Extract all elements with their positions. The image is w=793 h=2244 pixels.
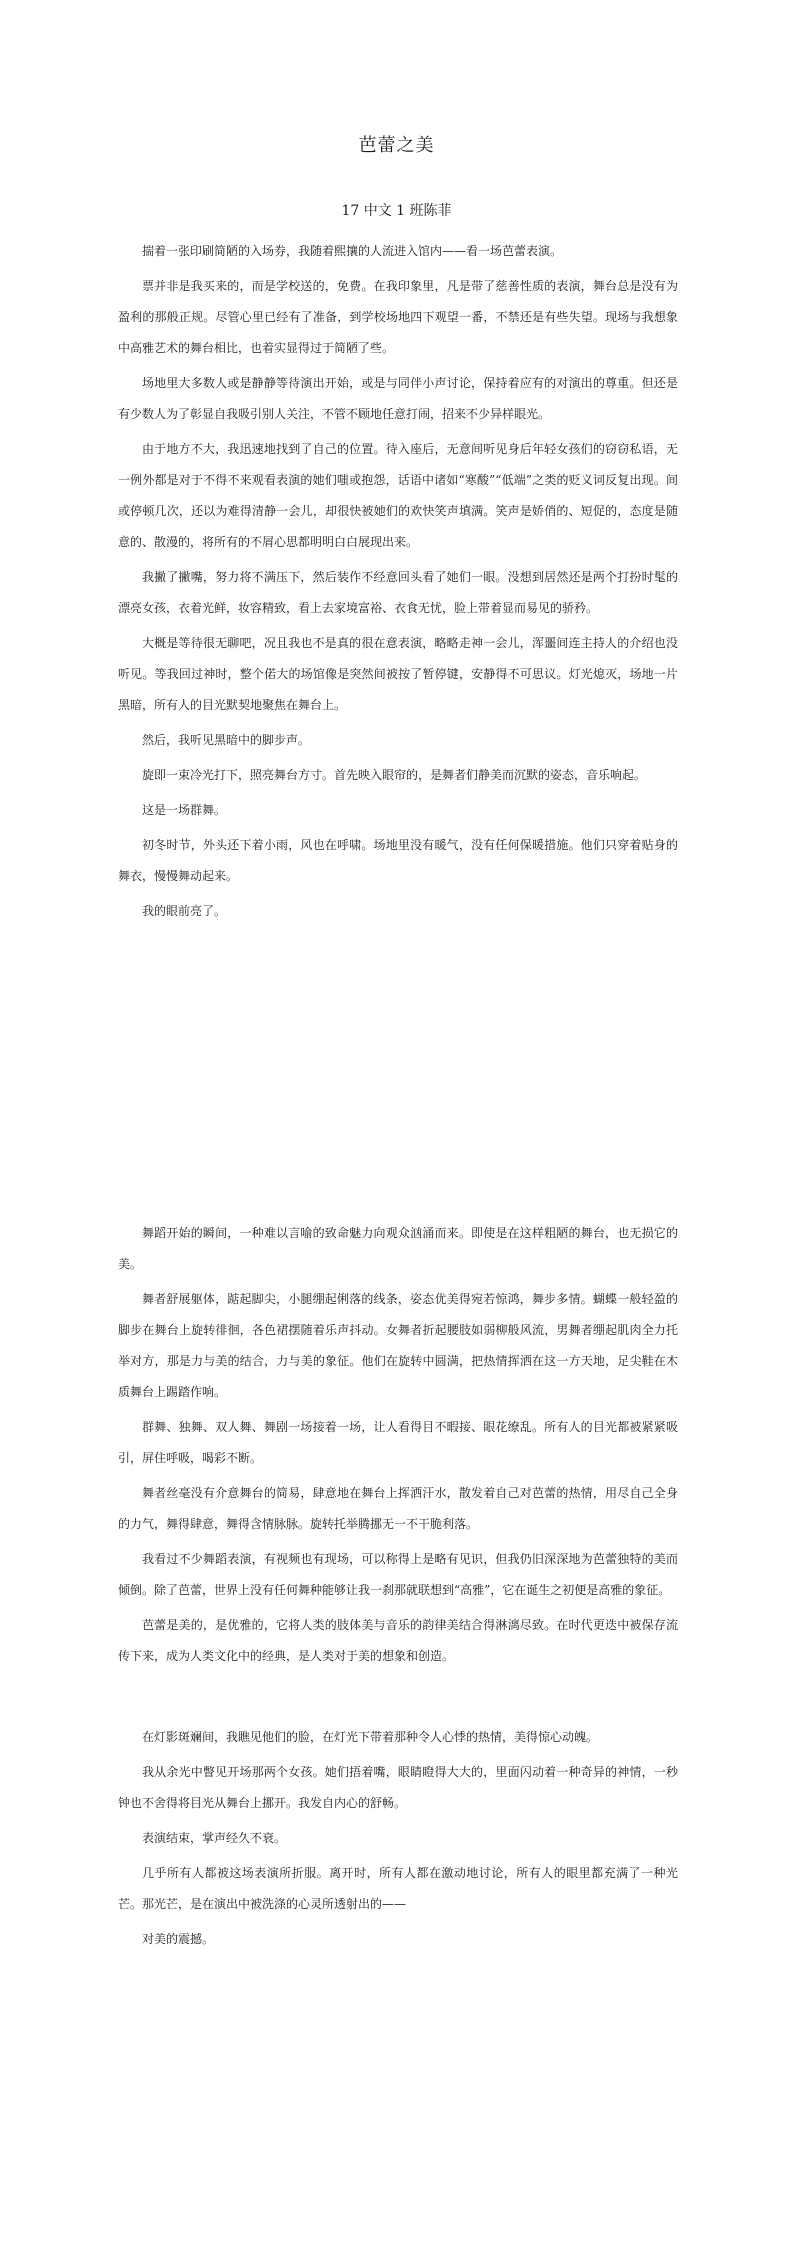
paragraph: 由于地方不大，我迅速地找到了自己的位置。待入座后，无意间听见身后年轻女孩们的窃窃私语，无一例外都是对于不得不来观看表演的她们嗤或抱怨，话语中诸如“寒酸”“低端”之类的贬义词反复出现。间或停顿几次，还以为难得清静一会儿，却很快被她们的欢快笑声填满。笑声是娇俏的、短促的，态度是随意的、散漫的，将所有的不屑心思都明明白白展现出来。 bbox=[118, 442, 678, 549]
paragraph: 旋即一束冷光打下，照亮舞台方寸。首先映入眼帘的，是舞者们静美而沉默的姿态，音乐响起。 bbox=[142, 768, 647, 782]
paragraph: 芭蕾是美的，是优雅的，它将人类的肢体美与音乐的韵律美结合得淋漓尽致。在时代更迭中被保存流传下来，成为人类文化中的经典，是人类对于美的想象和创造。 bbox=[118, 1618, 678, 1663]
paragraph: 几乎所有人都被这场表演所折服。离开时，所有人都在激动地讨论，所有人的眼里都充满了一种光芒。那光芒，是在演出中被洗涤的心灵所透射出的—— bbox=[118, 1866, 678, 1911]
paragraph: 初冬时节，外头还下着小雨，风也在呼啸。场地里没有暖气，没有任何保暖措施。他们只穿着贴身的舞衣，慢慢舞动起来。 bbox=[118, 838, 678, 883]
paragraph: 我撇了撇嘴，努力将不满压下，然后装作不经意回头看了她们一眼。没想到居然还是两个打扮时髦的漂亮女孩，衣着光鲜，妆容精致，看上去家境富裕、衣食无忧，脸上带着显而易见的骄矜。 bbox=[118, 570, 678, 615]
body-section-3 bbox=[118, 1722, 678, 1959]
paragraph: 场地里大多数人或是静静等待演出开始，或是与同伴小声讨论，保持着应有的对演出的尊重。但还是有少数人为了彰显自我吸引别人关注，不管不顾地任意打闹，招来不少异样眼光。 bbox=[118, 376, 678, 421]
paragraph: 我从余光中瞥见开场那两个女孩。她们捂着嘴，眼睛瞪得大大的，里面闪动着一种奇异的神情，一秒钟也不舍得将目光从舞台上挪开。我发自内心的舒畅。 bbox=[118, 1765, 678, 1810]
paragraph: 票并非是我买来的，而是学校送的，免费。在我印象里，凡是带了慈善性质的表演，舞台总是没有为盈利的那般正规。尽管心里已经有了准备，到学校场地四下观望一番，不禁还是有些失望。现场与我想象中高雅艺术的舞台相比，也着实显得过于简陋了些。 bbox=[118, 279, 678, 355]
paragraph: 大概是等待很无聊吧，况且我也不是真的很在意表演，略略走神一会儿，浑噩间连主持人的介绍也没听见。等我回过神时，整个偌大的场馆像是突然间被按了暂停键，安静得不可思议。灯光熄灭，场地一片黑暗，所有人的目光默契地聚焦在舞台上。 bbox=[118, 636, 678, 712]
paragraph: 我的眼前亮了。 bbox=[142, 904, 227, 918]
paragraph: 舞者丝毫没有介意舞台的简易，肆意地在舞台上挥洒汗水，散发着自己对芭蕾的热情，用尽自己全身的力气，舞得肆意，舞得含情脉脉。旋转托举腾挪无一不干脆利落。 bbox=[118, 1486, 678, 1531]
author-line: 17 中文 1 班陈菲 bbox=[341, 203, 452, 219]
paragraph: 舞者舒展躯体，踮起脚尖，小腿绷起俐落的线条，姿态优美得宛若惊鸿，舞步多情。蝴蝶一般轻盈的脚步在舞台上旋转徘徊，各色裙摆随着乐声抖动。女舞者折起腰肢如弱柳般风流，男舞者绷起肌肉全力托举对方，那是力与美的结合，力与美的象征。他们在旋转中圆满，把热情挥洒在这一方天地，足尖鞋在木质舞台上踢踏作响。 bbox=[118, 1292, 678, 1399]
body-section-2 bbox=[118, 1218, 678, 1676]
paragraph: 然后，我听见黑暗中的脚步声。 bbox=[142, 733, 311, 747]
paragraph: 这是一场群舞。 bbox=[142, 803, 227, 817]
paragraph: 在灯影斑斓间，我瞧见他们的脸，在灯光下带着那种令人心悸的热情，美得惊心动魄。 bbox=[142, 1730, 599, 1744]
paragraph: 群舞、独舞、双人舞、舞剧一场接着一场，让人看得目不暇接、眼花缭乱。所有人的目光都被紧紧吸引，屏住呼吸，喝彩不断。 bbox=[118, 1420, 678, 1465]
paragraph: 揣着一张印刷简陋的入场券，我随着熙攘的人流进入馆内——看一场芭蕾表演。 bbox=[142, 244, 563, 258]
paragraph: 对美的震撼。 bbox=[142, 1932, 215, 1946]
document-title: 芭蕾之美 bbox=[358, 135, 435, 156]
paragraph: 表演结束，掌声经久不衰。 bbox=[142, 1831, 287, 1845]
paragraph: 舞蹈开始的瞬间，一种难以言喻的致命魅力向观众汹涌而来。即使是在这样粗陋的舞台，也无损它的美。 bbox=[118, 1226, 678, 1271]
paragraph: 我看过不少舞蹈表演，有视频也有现场，可以称得上是略有见识，但我仍旧深深地为芭蕾独特的美而倾倒。除了芭蕾，世界上没有任何舞种能够让我一刹那就联想到“高雅”，它在诞生之初便是高雅的象征。 bbox=[118, 1552, 678, 1597]
body-section-1 bbox=[118, 236, 678, 931]
